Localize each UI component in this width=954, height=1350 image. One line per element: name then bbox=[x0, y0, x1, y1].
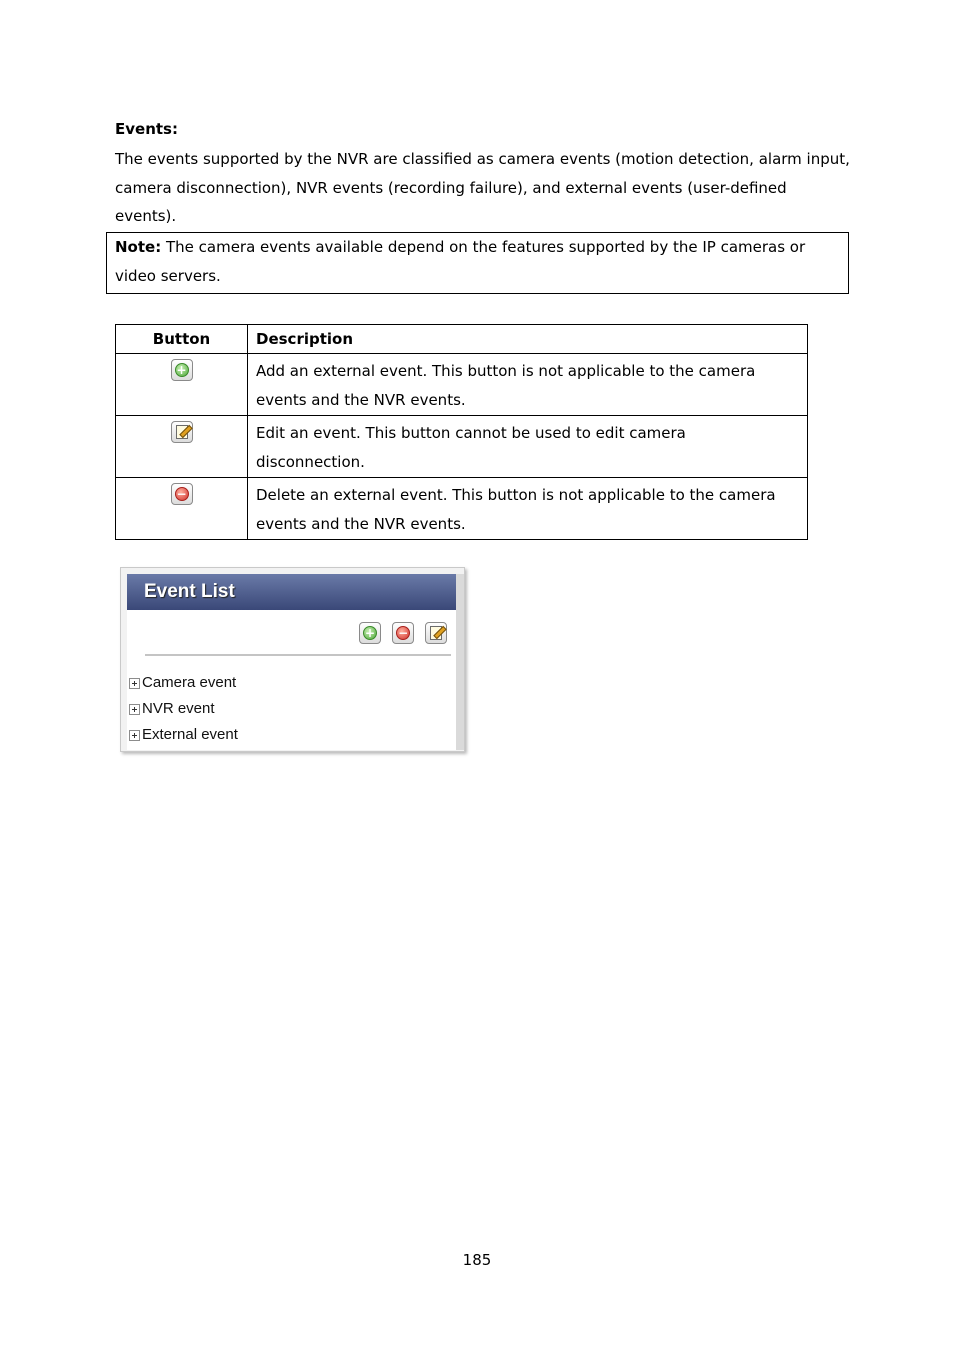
table-header-button: Button bbox=[116, 325, 248, 354]
expand-icon[interactable] bbox=[129, 704, 140, 715]
delete-event-button[interactable] bbox=[392, 622, 414, 644]
note-text: The camera events available depend on the features supported by the IP cameras or video servers. bbox=[115, 238, 806, 285]
note-label: Note: bbox=[115, 238, 162, 256]
event-list-toolbar bbox=[359, 622, 453, 644]
scrollbar[interactable] bbox=[456, 574, 464, 750]
event-tree bbox=[129, 670, 238, 748]
table-cell-description: Edit an event. This button cannot be used to edit camera disconnection. bbox=[248, 416, 808, 478]
edit-icon bbox=[171, 421, 193, 443]
add-event-button[interactable] bbox=[359, 622, 381, 644]
page-number: 185 bbox=[462, 1251, 492, 1269]
table-row bbox=[116, 416, 808, 478]
add-icon: + bbox=[364, 626, 376, 640]
table-row bbox=[116, 478, 808, 540]
tree-item-nvr-event[interactable] bbox=[129, 696, 238, 722]
tree-item-label: NVR event bbox=[142, 700, 215, 717]
table-header-description: Description bbox=[248, 325, 808, 354]
table-cell-description: Add an external event. This button is not applicable to the camera events and the NVR events. bbox=[248, 354, 808, 416]
table-header-row bbox=[116, 325, 808, 354]
add-icon: + bbox=[171, 359, 193, 381]
tree-item-external-event[interactable] bbox=[129, 722, 238, 748]
table-cell-icon bbox=[116, 354, 248, 416]
section-heading: Events: bbox=[115, 120, 178, 138]
table-cell-icon bbox=[116, 416, 248, 478]
tree-item-label: Camera event bbox=[142, 674, 237, 691]
section-paragraph: The events supported by the NVR are classified as camera events (motion detection, alarm input, camera disconnection), NVR events (recording failure), and external events (user-defined events). bbox=[115, 150, 850, 225]
toolbar-divider bbox=[145, 654, 451, 656]
table-cell-description: Delete an external event. This button is not applicable to the camera events and the NVR events. bbox=[248, 478, 808, 540]
tree-item-label: External event bbox=[142, 726, 238, 743]
event-list-panel bbox=[120, 567, 465, 752]
expand-icon[interactable] bbox=[129, 730, 140, 741]
button-table bbox=[115, 324, 808, 540]
delete-icon: − bbox=[398, 626, 409, 640]
expand-icon[interactable] bbox=[129, 678, 140, 689]
table-cell-icon bbox=[116, 478, 248, 540]
event-list-title: Event List bbox=[127, 574, 456, 610]
note-box bbox=[106, 232, 849, 294]
tree-item-camera-event[interactable] bbox=[129, 670, 238, 696]
table-row bbox=[116, 354, 808, 416]
event-list-body bbox=[127, 574, 456, 750]
edit-event-button[interactable] bbox=[425, 622, 447, 644]
delete-icon: − bbox=[171, 483, 193, 505]
